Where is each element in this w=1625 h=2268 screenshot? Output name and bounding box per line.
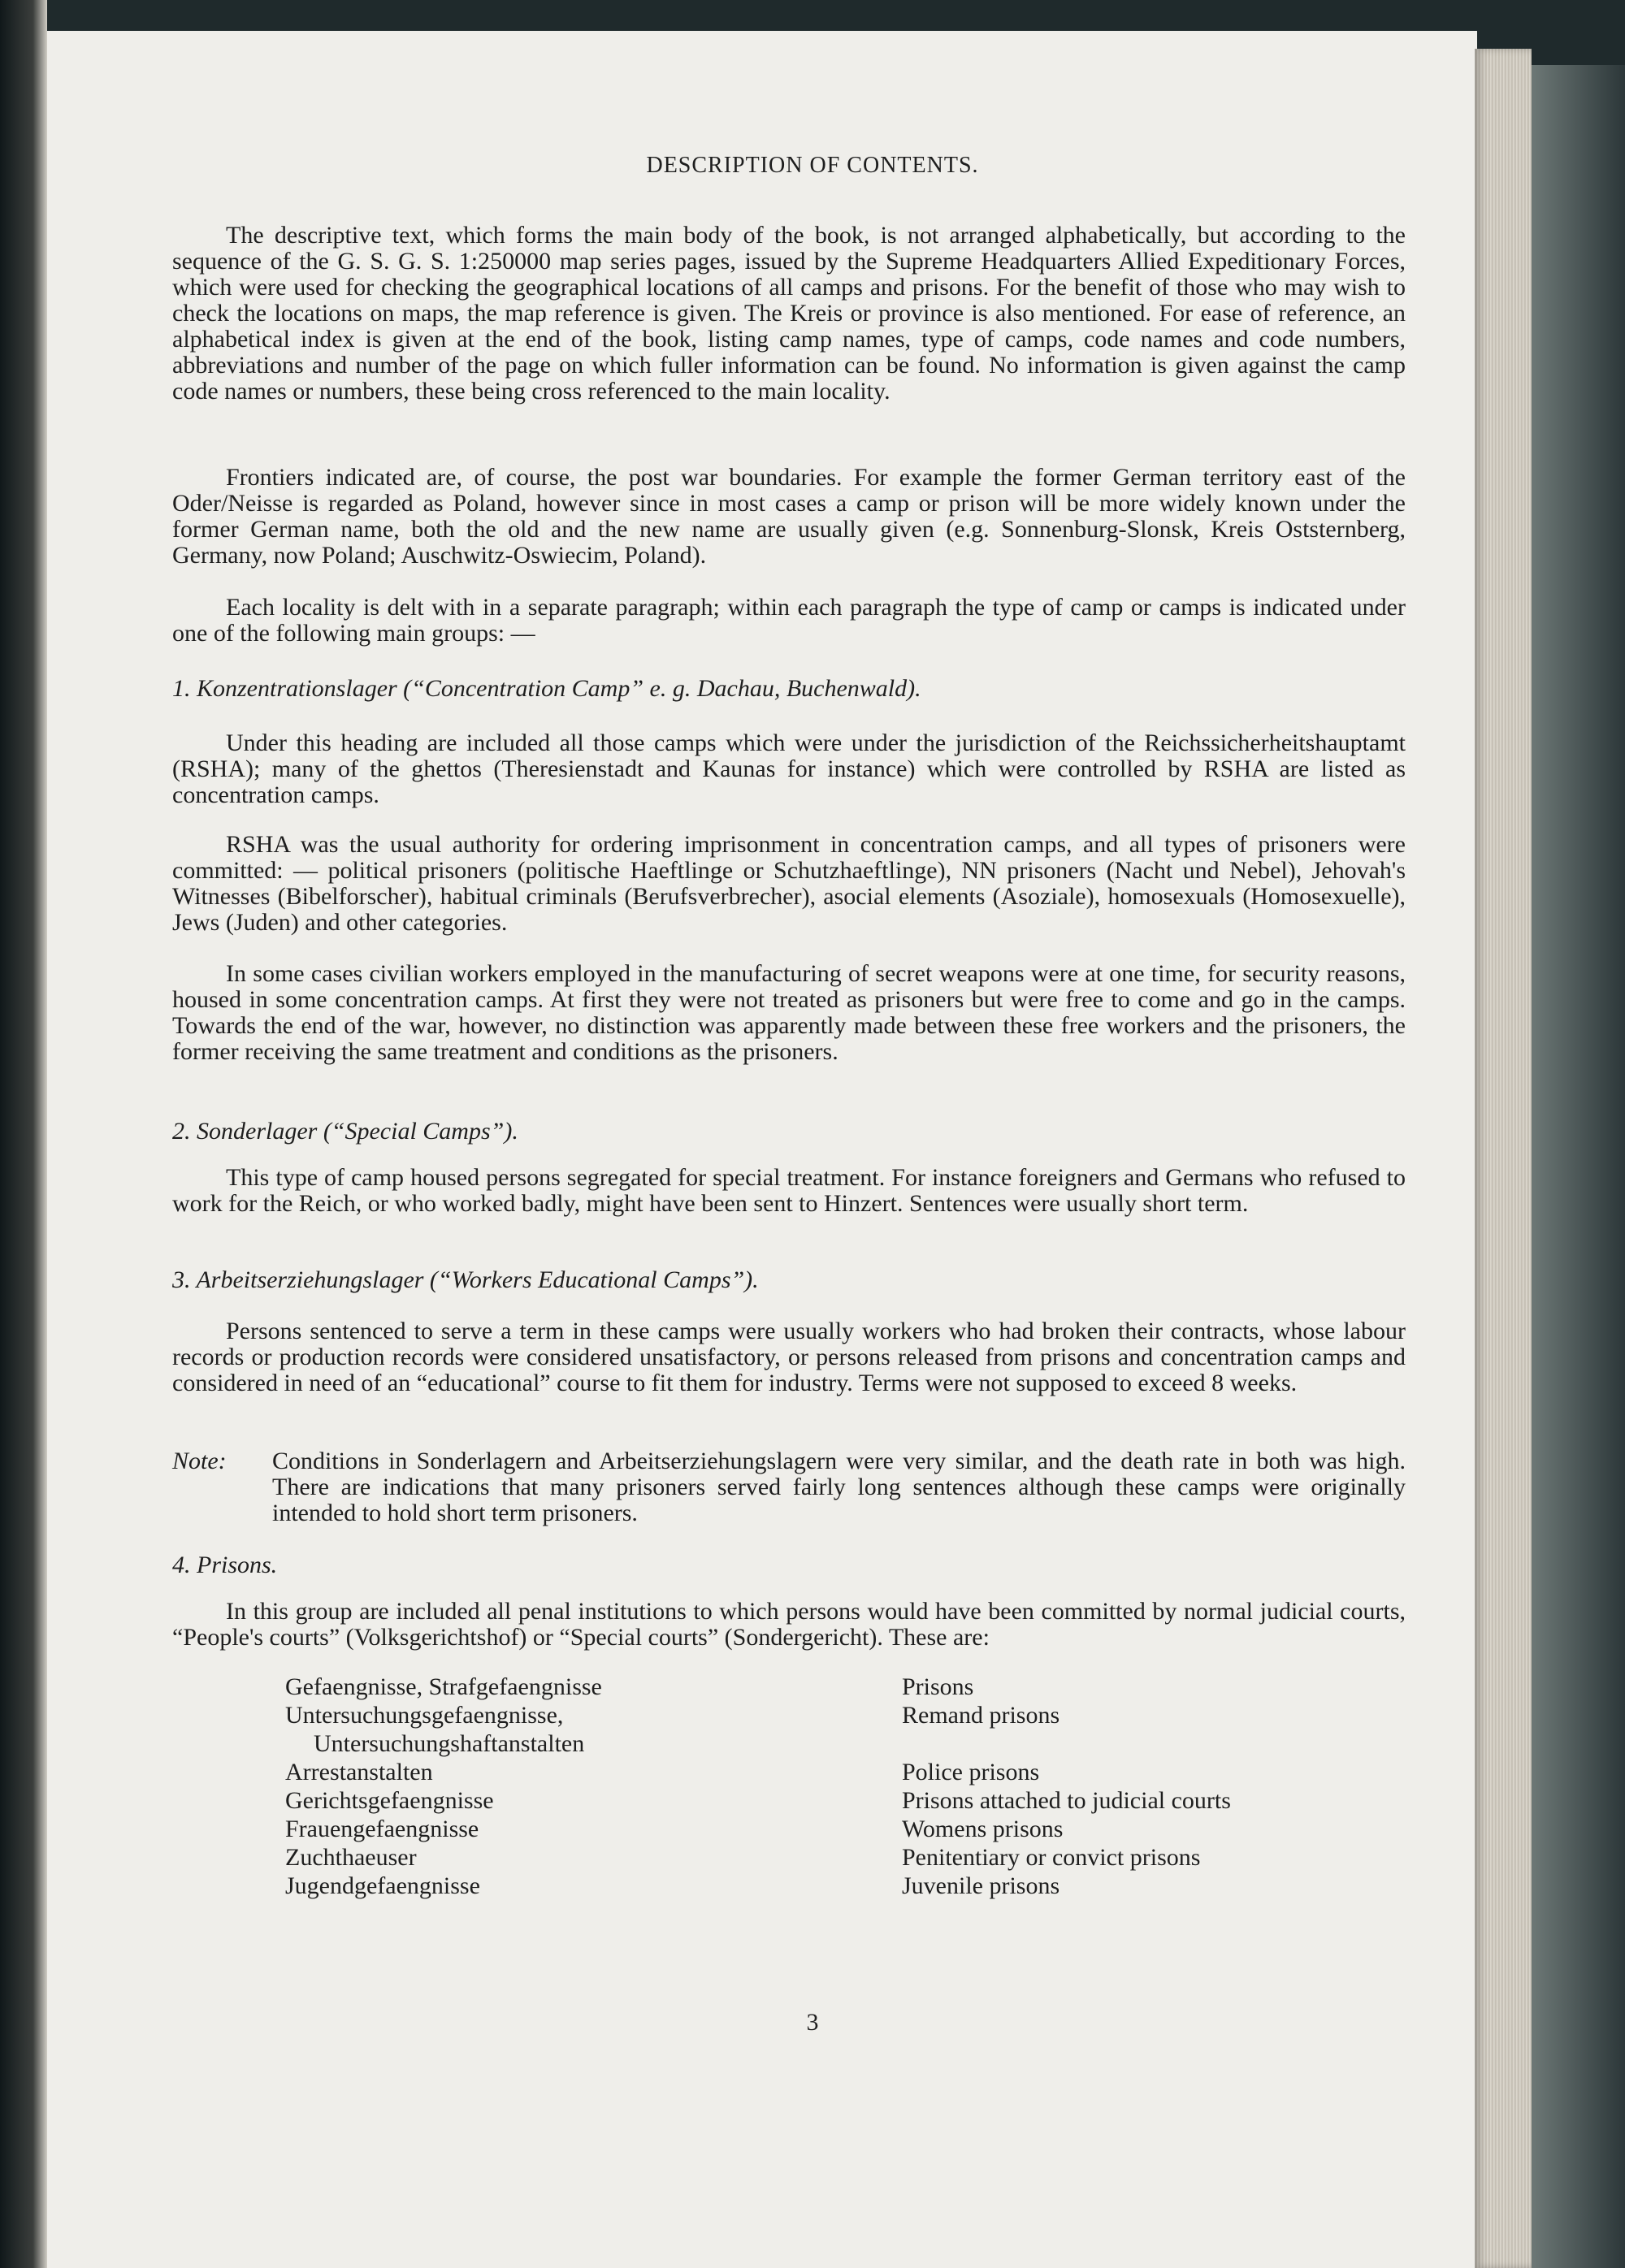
note-text: Conditions in Sonderlagern and Arbeitserziehungslagern were very similar, and the death rate in both was high. There are indications that many prisoners served fairly long sentences although these camps were originally intended to hold short term prisoners.: [272, 1448, 1406, 1526]
prison-type-english: Juvenile prisons: [902, 1872, 1060, 1899]
paragraph-civilian-workers: In some cases civilian workers employed in the manufacturing of secret weapons were at one time, for security reasons, housed in some concentration camps. At first they were not treated as prisoners but were free to come and go in the camps. Towards the end of the war, however, no distinction was apparently made between these free workers and the prisoners, the former receiving the same treatment and conditions as the prisoners.: [172, 960, 1406, 1065]
prison-type-english: Prisons attached to judicial courts: [902, 1787, 1231, 1814]
page-number: 3: [806, 2009, 819, 2036]
heading-arbeitserziehungslager: 3. Arbeitserziehungslager (“Workers Educational Camps”).: [172, 1266, 759, 1293]
heading-konzentrationslager: 1. Konzentrationslager (“Concentration Camp” e. g. Dachau, Buchenwald).: [172, 675, 921, 702]
book-cover: [1532, 65, 1625, 2268]
prison-type-german: Arrestanstalten: [285, 1759, 433, 1785]
heading-prisons: 4. Prisons.: [172, 1552, 278, 1578]
book-gutter: [0, 0, 47, 2268]
prison-type-english: Penitentiary or convict prisons: [902, 1844, 1201, 1871]
prison-type-english: Police prisons: [902, 1759, 1040, 1785]
page-edges: [1475, 49, 1532, 2268]
prison-type-german: Gefaengnisse, Strafgefaengnisse: [285, 1673, 602, 1700]
paragraph-intro: The descriptive text, which forms the main body of the book, is not arranged alphabetically, but according to the sequence of the G. S. G. S. 1:250000 map series pages, issued by the Supreme Headquarters Allied Expeditionary Forces, which were used for checking the geographical locations of all camps and prisons. For the benefit of those who may wish to check the locations on maps, the map reference is given. The Kreis or province is also mentioned. For ease of reference, an alphabetical index is given at the end of the book, listing camp names, type of camps, code names and code numbers, abbreviations and number of the page on which fuller information can be found. No information is given against the camp code names or numbers, these being cross referenced to the main locality.: [172, 222, 1406, 405]
note-label: Note:: [172, 1448, 227, 1474]
paragraph-frontiers: Frontiers indicated are, of course, the post war boundaries. For example the former German territory east of the Oder/Neisse is regarded as Poland, however since in most cases a camp or prison will be more widely known under the former German name, both the old and the new name are usually given (e.g. Sonnenburg-Slonsk, Kreis Oststernberg, Germany, now Poland; Auschwitz-Oswiecim, Poland).: [172, 464, 1406, 569]
heading-sonderlager: 2. Sonderlager (“Special Camps”).: [172, 1118, 518, 1145]
prison-type-german: Untersuchungshaftanstalten: [314, 1730, 585, 1757]
prison-type-german: Frauengefaengnisse: [285, 1816, 479, 1842]
paragraph-sonderlager: This type of camp housed persons segregated for special treatment. For instance foreigners and Germans who refused to work for the Reich, or who worked badly, might have been sent to Hinzert. Sentences were usually short term.: [172, 1164, 1406, 1217]
prison-type-german: Gerichtsgefaengnisse: [285, 1787, 494, 1814]
page-title: DESCRIPTION OF CONTENTS.: [646, 153, 979, 178]
prison-type-english: Prisons: [902, 1673, 974, 1700]
prison-type-german: Untersuchungsgefaengnisse,: [285, 1702, 564, 1729]
prison-type-german: Zuchthaeuser: [285, 1844, 417, 1871]
paragraph-rsha: Under this heading are included all those camps which were under the jurisdiction of the Reichssicherheitshauptamt (RSHA); many of the ghettos (Theresienstadt and Kaunas for instance) which were controlled by RSHA are listed as concentration camps.: [172, 729, 1406, 808]
paragraph-prisons: In this group are included all penal institutions to which persons would have been committed by normal judicial courts, “People's courts” (Volksgerichtshof) or “Special courts” (Sondergericht). These are:: [172, 1598, 1406, 1651]
paragraph-locality: Each locality is delt with in a separate paragraph; within each paragraph the type of camp or camps is indicated under one of the following main groups: —: [172, 594, 1406, 647]
paragraph-authority: RSHA was the usual authority for ordering imprisonment in concentration camps, and all types of prisoners were committed: — political prisoners (politische Haeftlinge or Schutzhaeftlinge), NN prisoners (Nacht und Nebel), Jehovah's Witnesses (Bibelforscher), habitual criminals (Berufsverbrecher), asocial elements (Asoziale), homosexuals (Homosexuelle), Jews (Juden) and other categories.: [172, 831, 1406, 936]
prison-type-english: Womens prisons: [902, 1816, 1064, 1842]
prison-type-english: Remand prisons: [902, 1702, 1060, 1729]
paragraph-arbeitserziehungslager: Persons sentenced to serve a term in these camps were usually workers who had broken their contracts, whose labour records or production records were considered unsatisfactory, or persons released from prisons and concentration camps and considered in need of an “educational” course to fit them for industry. Terms were not supposed to exceed 8 weeks.: [172, 1318, 1406, 1396]
prison-type-german: Jugendgefaengnisse: [285, 1872, 480, 1899]
